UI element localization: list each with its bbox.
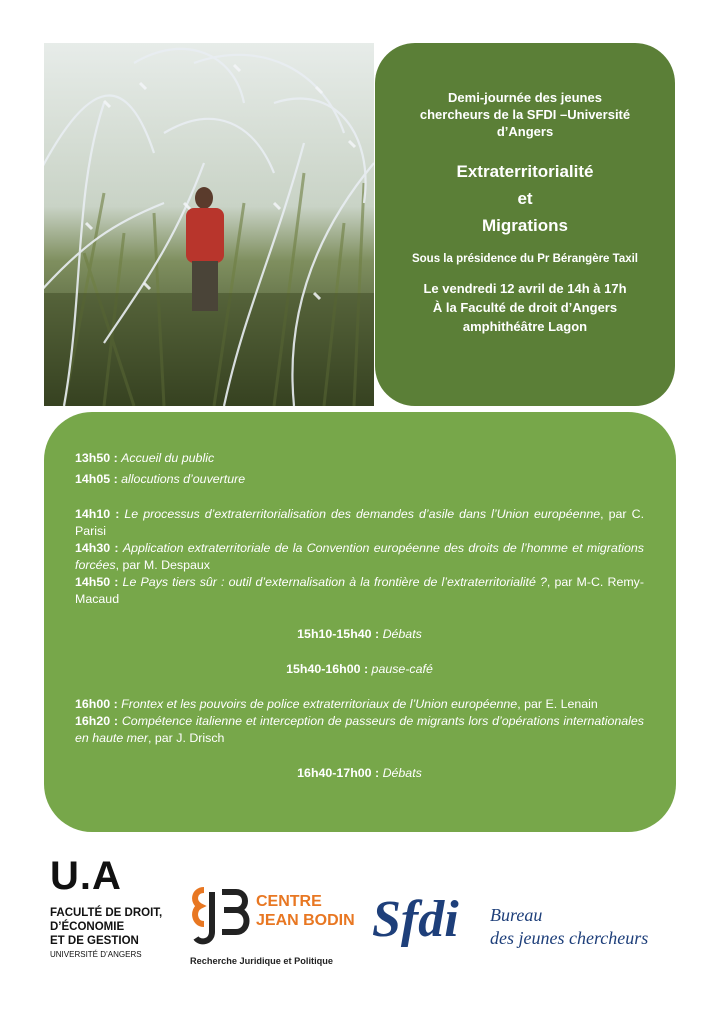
logo-universite-angers [50,856,162,959]
program-time: 14h05 : [75,472,118,486]
program-item [75,450,644,467]
program-text: Le processus d’extraterritorialisation des demandes d’asile dans l’Union européenne [124,507,601,521]
event-line-2: chercheurs de la SFDI –Université [419,107,631,122]
cjb-line-1: CENTRE [256,893,322,910]
program-item [75,765,644,782]
event-title [375,158,675,239]
program-text: Compétence italienne et interception de passeurs de migrants lors d’opérations internationales en haute mer [75,714,644,745]
program-item [75,661,644,678]
program-item [75,574,644,608]
ua-line-2: D’ÉCONOMIE [50,921,125,933]
program-text: Frontex et les pouvoirs de police extraterritoriaux de l’Union européenne [121,697,518,711]
program-time: 16h40-17h00 : [297,766,380,780]
title-line-3: Migrations [482,216,568,235]
event-details [375,279,675,336]
program-item [75,506,644,540]
program-text: Application extraterritoriale de la Convention européenne des droits de l’homme et migrations forcées [75,541,644,572]
header-photo [44,43,374,406]
ua-logo-mark: U.A [50,854,122,898]
program-item [75,696,644,713]
program-item [75,471,644,488]
logo-sfdi [372,891,649,948]
logo-centre-jean-bodin [190,886,355,966]
program-time: 14h50 : [75,575,119,589]
program-box [44,412,676,832]
event-line-1: Demi-journée des jeunes [448,90,602,105]
title-line-2: et [517,189,533,208]
ua-line-1: FACULTÉ DE DROIT, [50,907,163,919]
program-time: 15h10-15h40 : [297,627,380,641]
program-speaker: , par M-C. Remy-Macaud [75,575,644,606]
program-speaker: , par J. Drisch [148,731,225,745]
event-place: À la Faculté de droit d’Angers [432,300,618,315]
program-text: Débats [382,627,422,641]
title-line-1: Extraterritorialité [456,162,594,181]
program-speaker: , par E. Lenain [517,697,598,711]
program-time: 15h40-16h00 : [286,662,369,676]
sfdi-line-1: Bureau [490,905,543,925]
ua-university: UNIVERSITÉ D’ANGERS [50,950,142,959]
cjb-line-2: JEAN BODIN [256,912,355,929]
program-speaker: , par M. Despaux [115,558,210,572]
cjb-logo-icon [190,886,252,948]
program-time: 14h10 : [75,507,120,521]
program-text: allocutions d’ouverture [121,472,246,486]
program-text: Débats [382,766,422,780]
program-text: Le Pays tiers sûr : outil d’externalisation à la frontière de l’extraterritorialité ? [122,575,547,589]
presidence: Sous la présidence du Pr Bérangère Taxil [411,253,639,265]
program-item [75,540,644,574]
sfdi-logo-mark: Sfdi [372,891,459,948]
program-speaker: , par C. Parisi [75,507,645,538]
event-line-3: d’Angers [496,124,554,139]
program-text: pause-café [371,662,433,676]
program-item [75,713,644,747]
program-item [75,626,644,643]
program-time: 16h00 : [75,697,118,711]
header-box [375,43,675,406]
program-text: Accueil du public [121,451,215,465]
program-time: 13h50 : [75,451,118,465]
program-time: 16h20 : [75,714,119,728]
program-time: 14h30 : [75,541,119,555]
event-date: Le vendredi 12 avril de 14h à 17h [423,281,627,296]
ua-line-3: ET DE GESTION [50,935,139,947]
event-room: amphithéâtre Lagon [462,319,588,334]
sfdi-line-2: des jeunes chercheurs [490,928,649,948]
cjb-subtitle: Recherche Juridique et Politique [190,956,333,966]
